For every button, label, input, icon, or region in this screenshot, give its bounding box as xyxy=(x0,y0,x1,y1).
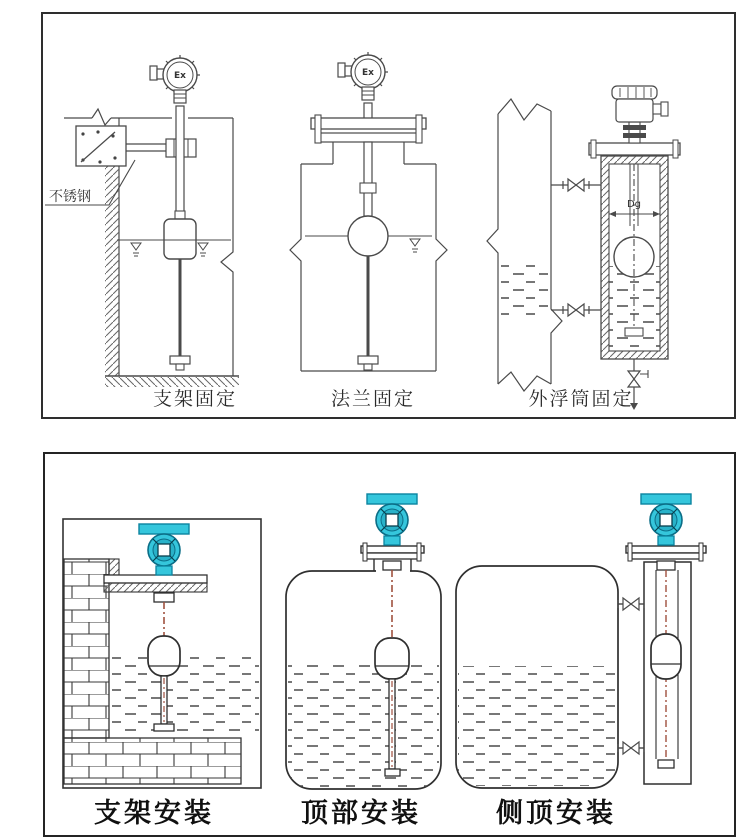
ground-hatching xyxy=(105,377,239,387)
stainless-steel-note: 不锈钢 xyxy=(49,189,91,205)
coupling-band xyxy=(623,133,646,138)
rod-end-stop xyxy=(625,328,643,336)
ex-marking: Ex xyxy=(362,68,374,78)
liquid xyxy=(111,651,259,737)
tube-coupling xyxy=(657,561,675,570)
wall-hatching xyxy=(105,166,119,376)
figure-label: 外浮筒固定 xyxy=(528,388,634,410)
float xyxy=(164,219,196,259)
installation-methods-panel xyxy=(43,452,736,837)
level-symbol xyxy=(410,239,420,252)
dg-dimension-label: Dg xyxy=(626,199,642,210)
sensor-tube xyxy=(364,142,372,216)
bracket-installation-figure xyxy=(63,519,261,829)
figure-label: 支架安装 xyxy=(94,798,214,829)
tube-coupling xyxy=(154,593,174,602)
tank-liquid xyxy=(501,259,548,321)
side-top-installation-figure xyxy=(456,494,706,829)
bracket-arm xyxy=(126,144,166,151)
sensor-tube xyxy=(176,106,184,219)
fixing-methods-panel xyxy=(41,12,736,419)
tank-wall xyxy=(221,118,233,376)
brick-base xyxy=(64,738,241,784)
figure-label: 顶部安装 xyxy=(301,798,421,829)
rod-end-stop xyxy=(170,356,190,364)
transmitter-head-icon xyxy=(641,494,691,545)
tank-wall xyxy=(436,164,447,371)
coupling-band xyxy=(623,125,646,130)
support-shelf xyxy=(104,575,207,583)
bracket-fixing-figure xyxy=(45,55,239,410)
top-installation-figure xyxy=(286,494,441,829)
figure-label: 支架固定 xyxy=(152,388,238,410)
fixing-methods-drawing xyxy=(43,14,734,417)
float xyxy=(375,638,409,679)
rod-end-stop xyxy=(658,760,674,768)
float xyxy=(651,634,681,679)
tank-wall xyxy=(551,111,562,384)
tank-wall xyxy=(290,164,301,371)
chamber-flange xyxy=(589,143,680,155)
liquid xyxy=(458,666,616,786)
junction-box-icon xyxy=(612,86,668,122)
rod-end-stop xyxy=(154,724,174,731)
figure-label: 法兰固定 xyxy=(330,388,416,410)
mounting-flange xyxy=(311,115,426,143)
external-chamber-fixing-figure xyxy=(487,86,680,410)
float xyxy=(148,636,180,676)
tube-coupling xyxy=(360,183,376,193)
mounting-flange xyxy=(626,543,706,561)
brick-wall xyxy=(64,559,109,738)
figure-label: 侧顶安装 xyxy=(496,798,616,829)
tube-coupling xyxy=(383,561,401,570)
transmitter-head-icon xyxy=(367,494,417,545)
mounting-flange xyxy=(361,543,424,561)
liquid xyxy=(288,659,439,787)
ex-marking: Ex xyxy=(174,71,186,81)
rod-end-stop xyxy=(385,769,400,776)
flange-fixing-figure xyxy=(290,52,447,410)
tank-wall xyxy=(487,114,498,384)
installation-methods-drawing xyxy=(45,454,734,835)
ball-float xyxy=(348,216,388,256)
rod-end-stop xyxy=(358,356,378,364)
